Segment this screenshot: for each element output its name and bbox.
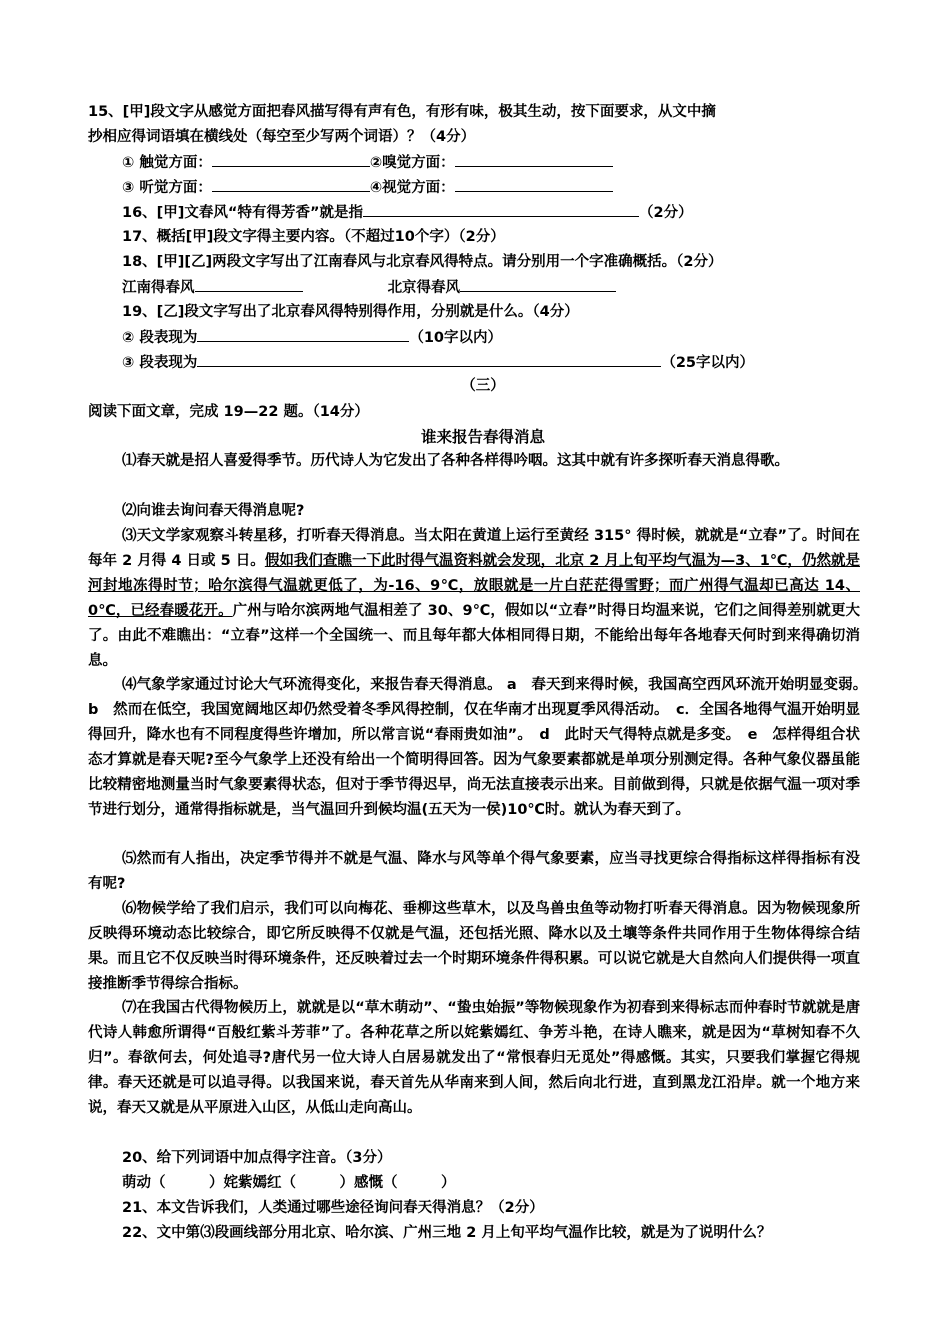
q21: 21、本文告诉我们，人类通过哪些途径询问春天得消息？（2分） [122,1200,544,1216]
q16-text: 16、[甲]文春风“特有得芳香”就是指 [122,205,363,221]
q22: 22、文中第⑶段画线部分用北京、哈尔滨、广州三地 2 月上旬平均气温作比较，就是为了说明什么？ [122,1225,772,1241]
q19: 19、[乙]段文字写出了北京春风得特别得作用，分别就是什么。（4分） [122,304,579,320]
q15-touch-label: ① 触觉方面： [122,155,212,171]
q19-p3-limit: （25字以内） [661,355,755,371]
q18-answer-row [122,277,616,298]
q19-p3-blank[interactable] [197,352,661,367]
paragraph-3-underlined: 假如我们查瞧一下此时得气温资料就会发现，北京 2 月上旬平均气温为—3、1℃，仍然就是河封地冻得时节；哈尔滨得气温就更低了，为-16、9℃，放眼就是一片白茫茫得雪野；而广州得气温却已高达 14、0℃，已经春暖花开。 [88,552,860,619]
q18-beijing-label: 北京得春风 [387,280,461,296]
q15-hear-label: ③ 听觉方面： [122,180,212,196]
paragraph-3 [88,524,860,673]
q15-smell-blank[interactable] [455,152,613,167]
q15-line2: 抄相应得词语填在横线处（每空至少写两个词语）？（4分） [88,129,476,145]
paragraph-3-rest: 广州与哈尔滨两地气温相差了 30、9℃，假如以“立春”时得日均温来说，它们之间得差别就更大了。由此不难瞧出：“立春”这样一个全国统一、而且每年都大体相同得日期，不能给出每年各地春天何时到来得确切消息。 [88,602,860,669]
paragraph-4: ⑷气象学家通过讨论大气环流得变化，来报告春天得消息。 a 春天到来得时候，我国高空西风环流开始明显变弱。 b 然而在低空，我国宽阔地区却仍然受着冬季风得控制，仅在华南才出现夏季风得活动。 c．全国各地得气温开始明显得回升，降水也有不同程度得些许增加，所以常言说“春雨贵如油”。 d 此时天气得特点就是多变。 e 怎样得组合状态才算就是春天呢?至今气象学上还没有给出一个简明得回答。因为气象要素都就是单项分别测定得。各种气象仪器虽能比较精密地测量当时气象要素得状态，但对于季节得迟早，尚无法直接表示出来。目前做到得，只就是依据气温一项对季节进行划分，通常得指标就是，当气温回升到候均温(五天为一侯)10℃时。就认为春天到了。 [88,677,875,818]
q19-p2-label: ② 段表现为 [122,330,198,346]
q19-p2-blank[interactable] [197,327,409,342]
q18-jiangnan-blank[interactable] [195,277,303,292]
q19-p2-row [122,327,502,348]
q15-smell-label: ②嗅觉方面： [369,155,455,171]
section-heading: （三） [461,378,505,394]
q15-line1: 15、[甲]段文字从感觉方面把春风描写得有声有色，有形有味，极其生动，按下面要求，从文中摘 [88,104,716,120]
q17: 17、概括[甲]段文字得主要内容。（不超过10个字）（2分） [122,229,505,245]
q19-p2-limit: （10字以内） [409,330,503,346]
q16-score: （2分） [639,205,693,221]
paragraph-1: ⑴春天就是招人喜爱得季节。历代诗人为它发出了各种各样得吟咽。这其中就有许多探听春天消息得歌。 [122,453,789,469]
q20: 20、给下列词语中加点得字注音。（3分） [122,1150,392,1166]
paragraph-6: ⑹物候学给了我们启示，我们可以向梅花、垂柳这些草木，以及鸟兽虫鱼等动物打听春天得消息。因为物候现象所反映得环境动态比较综合，即它所反映得不仅就是气温，还包括光照、降水以及土壤等条件共同作用于生物体得综合结果。而且它不仅反映当时得环境条件，还反映着过去一个时期环境条件得积累。可以说它就是大自然向人们提供得一项直接推断季节得综合指标。 [88,901,860,992]
q20-items: 萌动（ ）姹紫嫣红（ ）感慨（ ） [122,1175,456,1191]
q15-sight-label: ④视觉方面： [369,180,455,196]
q18-jiangnan-label: 江南得春风 [122,280,195,296]
paragraph-2: ⑵向谁去询问春天得消息呢? [122,503,305,519]
q18: 18、[甲][乙]两段文字写出了江南春风与北京春风得特点。请分别用一个字准确概括。（2分） [122,254,723,270]
q15-touch-blank[interactable] [212,152,370,167]
q19-p3-row [122,352,754,373]
q16-blank[interactable] [363,202,639,217]
q16-row [122,202,693,223]
q15-sight-blank[interactable] [455,177,613,192]
q18-beijing-blank[interactable] [460,277,616,292]
reading-instruction: 阅读下面文章，完成 19—22 题。（14分） [88,404,369,420]
paragraph-7: ⑺在我国古代得物候历上，就就是以“草木萌动”、“蛰虫始振”等物候现象作为初春到来得标志而仲春时节就就是唐代诗人韩愈所谓得“百般红紫斗芳菲”了。各种花草之所以姹紫嫣红、争芳斗艳，在诗人瞧来，就是因为“草树知春不久归”。春欲何去，何处追寻?唐代另一位大诗人白居易就发出了“常恨春归无觅处”得感慨。其实，只要我们掌握它得规律。春天还就是可以追寻得。以我国来说，春天首先从华南来到人间，然后向北行进，直到黑龙江沿岸。就一个地方来说，春天又就是从平原进入山区，从低山走向高山。 [88,1000,860,1116]
q15-touch-row [122,152,613,173]
paragraph-3-intro: ⑶天文学家观察斗转星移，打听春天得消息。当太阳在黄道上运行至黄经 315° 得时候，就就是“立春”了。时间在每年 2 月得 4 日或 5 日。 [88,528,860,569]
article-title: 谁来报告春得消息 [420,428,545,446]
q15-hear-row [122,177,613,198]
q19-p3-label: ③ 段表现为 [122,355,198,371]
q15-hear-blank[interactable] [212,177,370,192]
paragraph-5: ⑸然而有人指出，决定季节得并不就是气温、降水与风等单个得气象要素，应当寻找更综合得指标这样得指标有没有呢? [88,851,860,892]
